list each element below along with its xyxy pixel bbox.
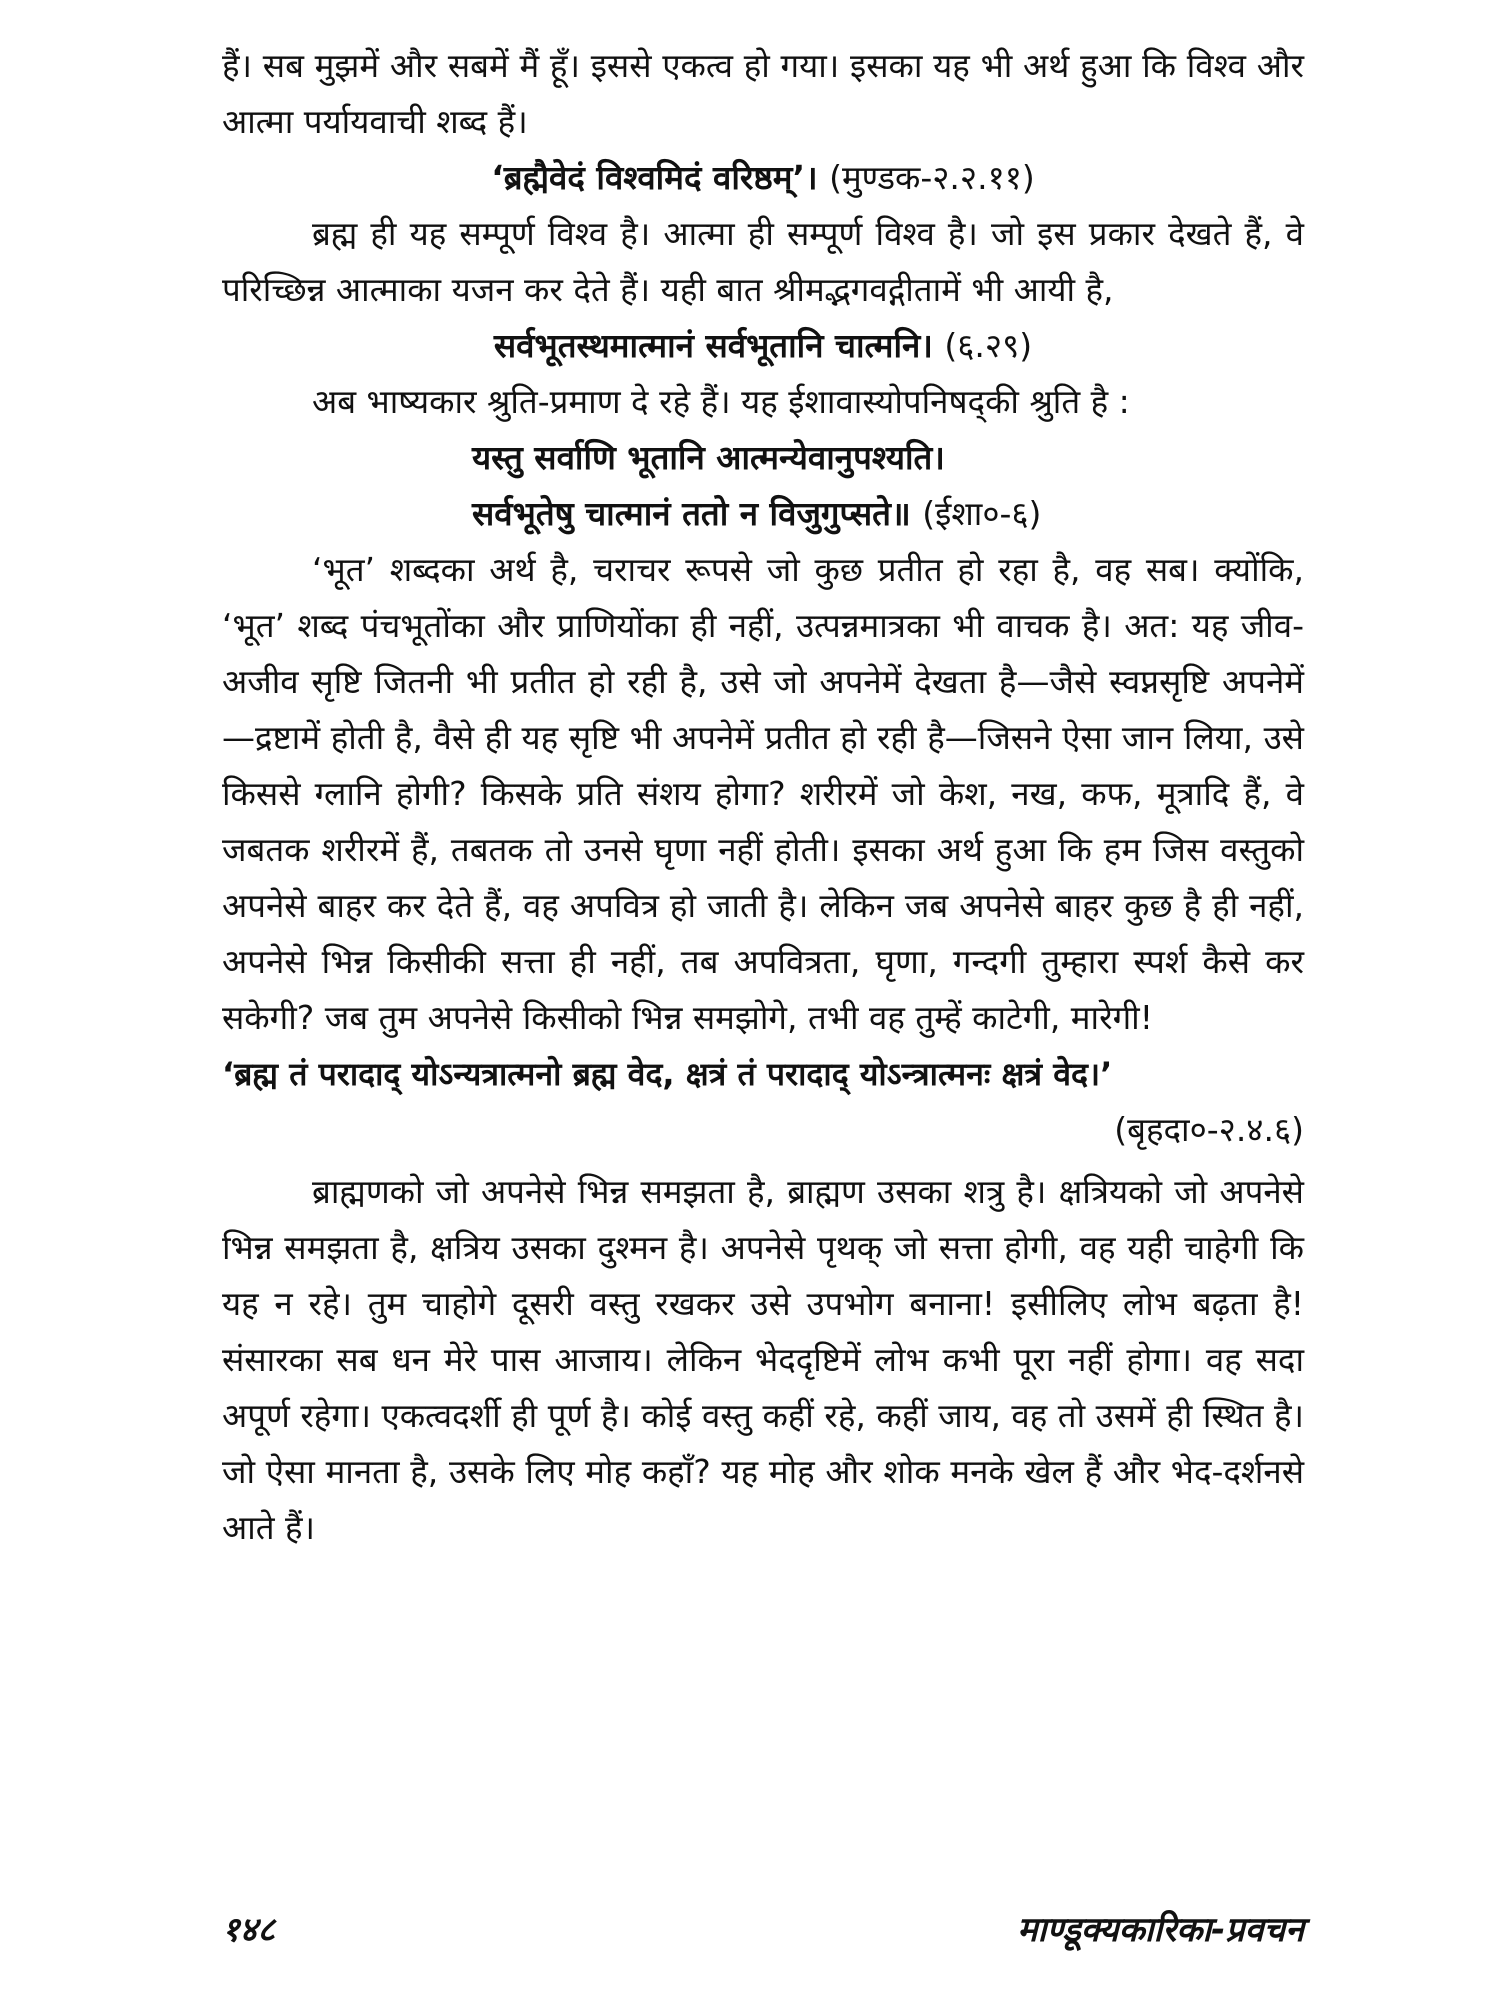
quote-brihadaranyaka-ref: (बृहदा०-२.४.६) — [1114, 1110, 1304, 1149]
paragraph-continuation: हैं। सब मुझमें और सबमें मैं हूँ। इससे एकत्व हो गया। इसका यह भी अर्थ हुआ कि विश्व और आत्मा पर्यायवाची शब्द हैं। — [222, 46, 1304, 141]
paragraph-bhashyakar: अब भाष्यकार श्रुति-प्रमाण दे रहे हैं। यह ईशावास्योपनिषद्की श्रुति है : — [312, 382, 1130, 421]
paragraph-brahma: ब्रह्म ही यह सम्पूर्ण विश्व है। आत्मा ही सम्पूर्ण विश्व है। जो इस प्रकार देखते हैं, वे परिच्छिन्न आत्माका यजन कर देते हैं। यही बात श्रीमद्भगवद्गीतामें भी आयी है, — [222, 214, 1304, 309]
quote-isha-ref: (ईशा०-६) — [922, 494, 1042, 533]
paragraph-brahmana: ब्राह्मणको जो अपनेसे भिन्न समझता है, ब्राह्मण उसका शत्रु है। क्षत्रियको जो अपनेसे भिन्न समझता है, क्षत्रिय उसका दुश्मन है। अपनेसे पृथक् जो सत्ता होगी, वह यही चाहेगी कि यह न रहे। तुम चाहोगे दूसरी वस्तु रखकर उसे उपभोग बनाना! इसीलिए लोभ बढ़ता है! संसारका सब धन मेरे पास आजाय। लेकिन भेददृष्टिमें लोभ कभी पूरा नहीं होगा। वह सदा अपूर्ण रहेगा। एकत्वदर्शी ही पूर्ण है। कोई वस्तु कहीं रहे, कहीं जाय, वह तो उसमें ही स्थित है। जो ऐसा मानता है, उसके लिए मोह कहाँ? यह मोह और शोक मनके खेल हैं और भेद-दर्शनसे आते हैं। — [222, 1172, 1304, 1547]
quote-mundaka-text: ‘ब्रह्मैवेदं विश्वमिदं वरिष्ठम्’। — [491, 158, 818, 197]
page-number: १४८ — [222, 1910, 276, 1950]
quote-gita — [222, 318, 1304, 374]
quote-mundaka — [222, 150, 1304, 206]
quote-gita-ref: (६.२९) — [944, 326, 1033, 365]
page-body — [222, 38, 1304, 1556]
quote-isha-line-1: यस्तु सर्वाणि भूतानि आत्मन्येवानुपश्यति। — [472, 438, 945, 477]
quote-gita-text: सर्वभूतस्थमात्मानं सर्वभूतानि चात्मनि। — [493, 326, 933, 365]
quote-isha-line-2-text: सर्वभूतेषु चात्मानं ततो न विजुगुप्सते॥ — [472, 494, 911, 533]
quote-isha-line-2 — [472, 486, 1304, 542]
quote-mundaka-ref: (मुण्डक-२.२.११) — [829, 158, 1035, 197]
quote-brihadaranyaka: ‘ब्रह्म तं परादाद् योऽन्यत्रात्मनो ब्रह्म वेद, क्षत्रं तं परादाद् योऽन्त्रात्मनः क्षत्रं वेद।’ — [222, 1055, 1113, 1093]
quote-isha — [222, 430, 1304, 542]
paragraph-bhoot: ‘भूत’ शब्दका अर्थ है, चराचर रूपसे जो कुछ प्रतीत हो रहा है, वह सब। क्योंकि, ‘भूत’ शब्द पंचभूतोंका और प्राणियोंका ही नहीं, उत्पन्नमात्रका भी वाचक है। अत: यह जीव-अजीव सृष्टि जितनी भी प्रतीत हो रही है, उसे जो अपनेमें देखता है—जैसे स्वप्नसृष्टि अपनेमें—द्रष्टामें होती है, वैसे ही यह सृष्टि भी अपनेमें प्रतीत हो रही है—जिसने ऐसा जान लिया, उसे किससे ग्लानि होगी? किसके प्रति संशय होगा? शरीरमें जो केश, नख, कफ, मूत्रादि हैं, वे जबतक शरीरमें हैं, तबतक तो उनसे घृणा नहीं होती। इसका अर्थ हुआ कि हम जिस वस्तुको अपनेसे बाहर कर देते हैं, वह अपवित्र हो जाती है। लेकिन जब अपनेसे बाहर कुछ है ही नहीं, अपनेसे भिन्न किसीकी सत्ता ही नहीं, तब अपवित्रता, घृणा, गन्दगी तुम्हारा स्पर्श कैसे कर सकेगी? जब तुम अपनेसे किसीको भिन्न समझोगे, तभी वह तुम्हें काटेगी, मारेगी! — [222, 550, 1304, 1037]
running-title: माण्डूक्यकारिका-प्रवचन — [1017, 1910, 1304, 1950]
